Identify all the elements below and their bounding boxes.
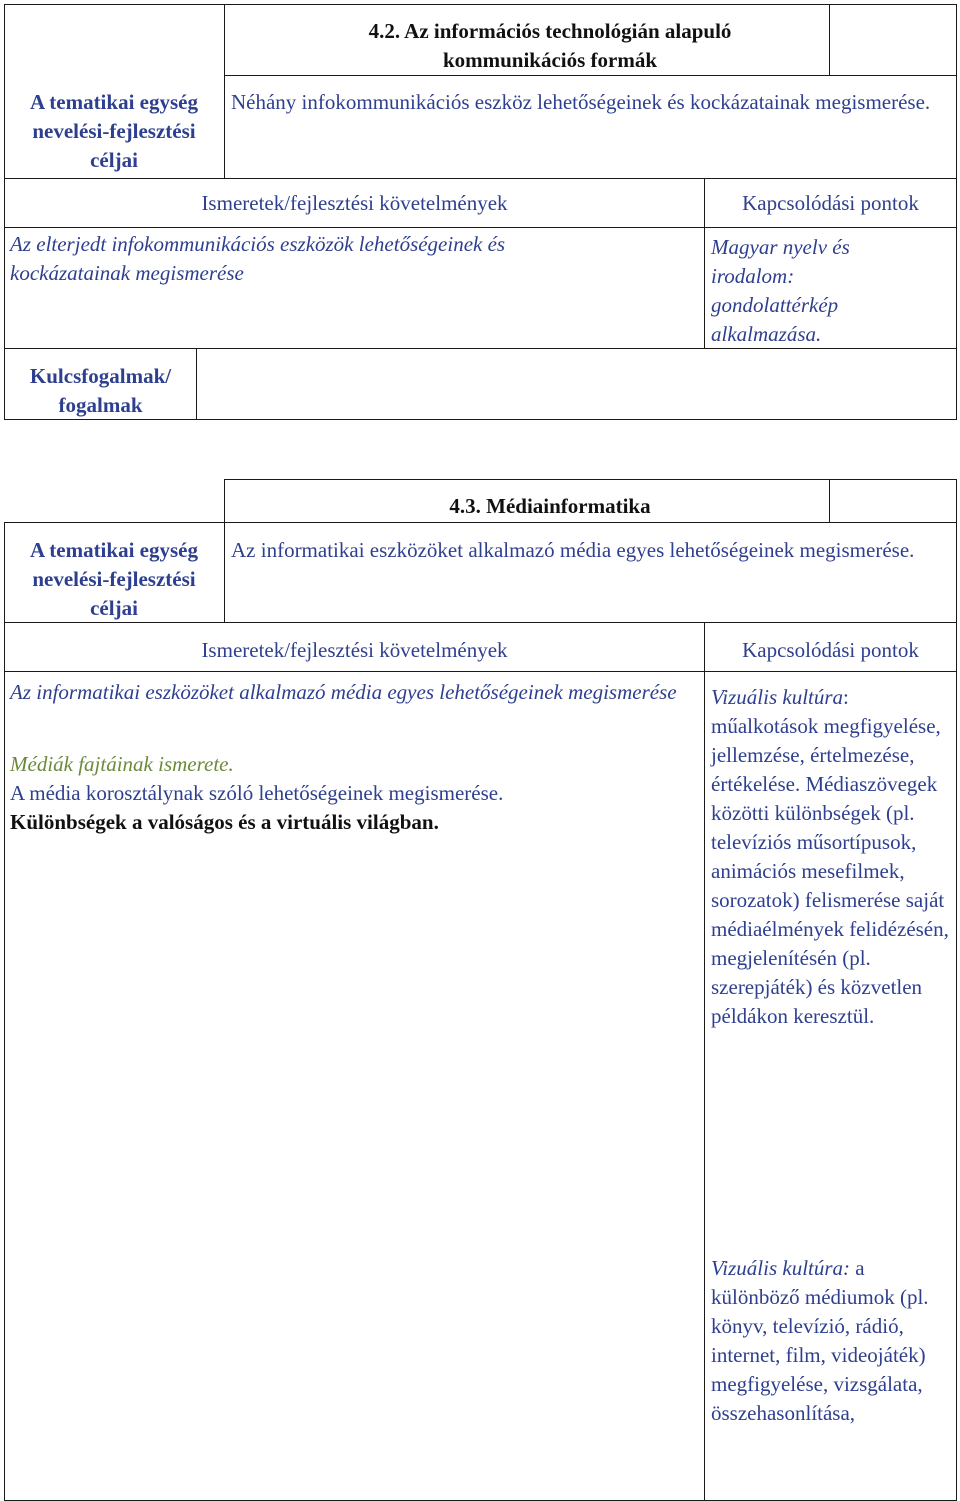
req-item-3: Különbségek a valóságos és a virtuális világban.	[10, 810, 439, 834]
title-side-cell	[829, 479, 957, 523]
goal-label: A tematikai egység nevelési-fejlesztési céljai	[30, 538, 198, 620]
conn-header: Kapcsolódási pontok	[742, 638, 919, 662]
conn-block-2-label: Vizuális kultúra:	[711, 1256, 851, 1280]
title-side-cell	[829, 4, 957, 76]
key-text-cell	[196, 348, 957, 420]
req-item-1: Médiák fajtáinak ismerete.	[10, 752, 234, 776]
section-title: 4.3. Médiainformatika	[449, 494, 651, 518]
conn-block-2	[711, 1254, 936, 1428]
req-text: Az elterjedt infokommunikációs eszközök lehetőségeinek és kockázatainak megismerése	[10, 232, 506, 285]
section-title: 4.2. Az információs technológián alapuló kommunikációs formák	[368, 19, 732, 72]
req-header: Ismeretek/fejlesztési követelmények	[201, 638, 508, 662]
key-label: Kulcsfogalmak/ fogalmak	[29, 364, 172, 417]
conn-block-1-label: Vizuális kultúra	[711, 685, 844, 709]
goal-text: Néhány infokommunikációs eszköz lehetőségeinek és kockázatainak megismerése.	[231, 90, 931, 114]
conn-block-2-text: a különböző médiumok (pl. könyv, televízió, rádió, internet, film, videojáték) megfigyelése, vizsgálata, összehasonlítása,	[711, 1256, 929, 1425]
req-intro: Az informatikai eszközöket alkalmazó média egyes lehetőségeinek megismerése	[10, 680, 677, 704]
conn-header: Kapcsolódási pontok	[742, 191, 919, 215]
goal-label: A tematikai egység nevelési-fejlesztési céljai	[30, 90, 198, 172]
req-header: Ismeretek/fejlesztési követelmények	[201, 191, 508, 215]
conn-block-1	[711, 683, 951, 1031]
conn-block-1-text: : műalkotások megfigyelése, jellemzése, értelmezése, értékelése. Médiaszövegek közötti különbségek (pl. televíziós műsortípusok, animációs mesefilmek, sorozatok) felismerése saját médiaélmények felidézésén, megjelenítésén (pl. szerepjáték) és közvetlen példákon keresztül.	[711, 685, 949, 1028]
req-item-2: A média korosztálynak szóló lehetőségeinek megismerése.	[10, 781, 504, 805]
goal-text: Az informatikai eszközöket alkalmazó média egyes lehetőségeinek megismerése.	[231, 538, 915, 562]
conn-text: Magyar nyelv és irodalom: gondolattérkép alkalmazása.	[711, 235, 850, 346]
